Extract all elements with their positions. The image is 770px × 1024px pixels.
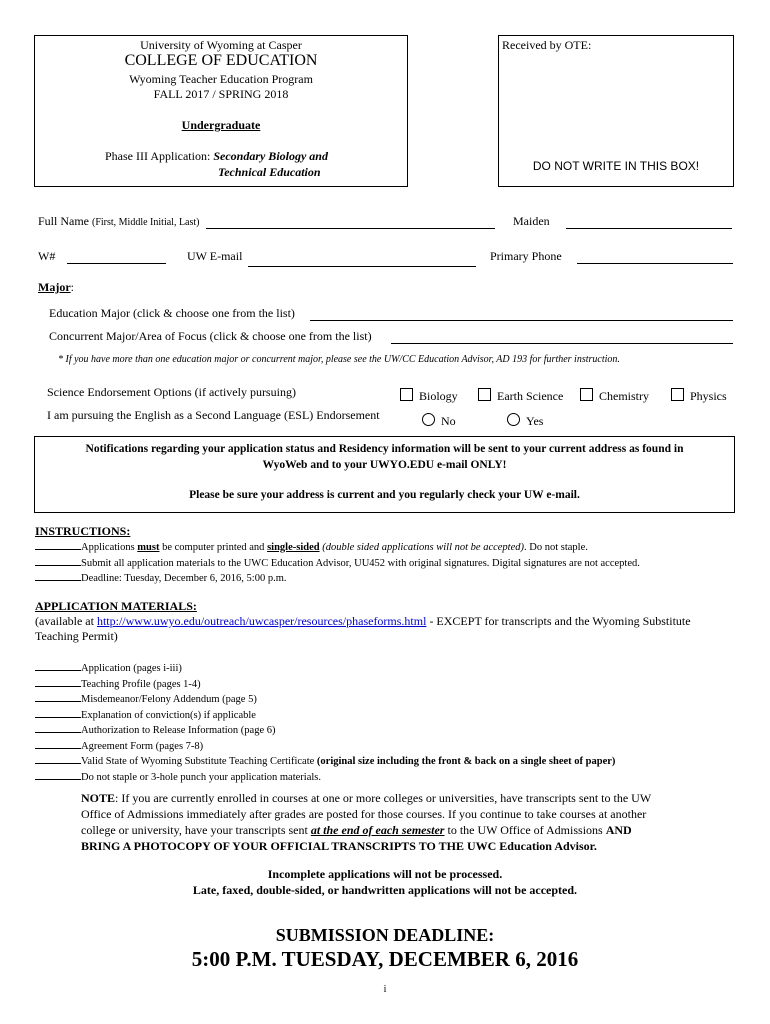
maiden-label: Maiden — [513, 214, 550, 228]
email-label: UW E-mail — [187, 249, 243, 263]
biology-label: Biology — [419, 389, 458, 403]
education-major-label: Education Major (click & choose one from the list) — [49, 306, 295, 320]
esl-option-yes[interactable] — [507, 413, 543, 429]
material-item — [35, 692, 615, 708]
biology-checkbox[interactable] — [400, 388, 413, 401]
program-name: Wyoming Teacher Education Program — [129, 72, 313, 86]
notice-line1: Notifications regarding your application status and Residency information will be sent to your current address as found in — [85, 443, 684, 455]
transcript-note — [81, 790, 651, 854]
header-box — [34, 35, 408, 187]
concurrent-major-select[interactable] — [391, 343, 733, 344]
notification-box — [34, 436, 735, 513]
note-line: BRING A PHOTOCOPY OF YOUR OFFICIAL TRANSCRIPTS TO THE UWC Education Advisor. — [81, 839, 597, 853]
deadline-datetime: 5:00 P.M. TUESDAY, DECEMBER 6, 2016 — [191, 947, 579, 971]
instruction-item — [35, 571, 640, 587]
concurrent-major-label: Concurrent Major/Area of Focus (click & choose one from the list) — [49, 329, 372, 343]
chemistry-label: Chemistry — [599, 389, 649, 403]
certificate-note: (original size including the front & back on a single sheet of paper) — [316, 756, 616, 767]
esl-no-label: No — [441, 414, 456, 428]
option-biology[interactable] — [400, 388, 458, 404]
education-major-select[interactable] — [310, 320, 733, 321]
note-line: Office of Admissions immediately after grades are posted for those courses. If you continue to take courses at another — [81, 807, 647, 821]
instructions-list — [35, 540, 640, 587]
do-not-write: DO NOT WRITE IN THIS BOX! — [532, 159, 700, 173]
esl-label: I am pursuing the English as a Second Language (ESL) Endorsement — [47, 408, 380, 422]
material-text: Agreement Form (pages 7-8) — [81, 740, 204, 752]
phone-label: Primary Phone — [490, 249, 562, 263]
full-name-hint: (First, Middle Initial, Last) — [92, 217, 200, 228]
option-physics[interactable] — [671, 388, 727, 404]
material-item — [35, 708, 615, 724]
note-emphasis: at the end of each semester — [310, 823, 445, 837]
materials-availability — [35, 614, 691, 629]
instr-italic: (double sided applications will not be accepted) — [322, 542, 524, 553]
material-item — [35, 677, 615, 693]
option-chemistry[interactable] — [580, 388, 649, 404]
physics-checkbox[interactable] — [671, 388, 684, 401]
esl-option-no[interactable] — [422, 413, 456, 429]
instr-text: Deadline: Tuesday, December 6, 2016, 5:00 p.m. — [81, 573, 287, 584]
instr-must: must — [137, 542, 160, 553]
college-name: COLLEGE OF EDUCATION — [124, 52, 318, 69]
office-use-box — [498, 35, 734, 187]
note-text: college or university, have your transcripts sent — [81, 823, 308, 837]
avail-suffix-2: Teaching Permit) — [35, 629, 118, 643]
material-text: Do not staple or 3-hole punch your application materials. — [81, 771, 321, 783]
major-heading-text: Major — [38, 280, 71, 294]
phase-title-2: Technical Education — [218, 165, 321, 179]
instr-text: Submit all application materials to the UWC Education Advisor, UU452 with original signatures. Digital signatures are not accepted. — [81, 557, 640, 569]
material-item — [35, 661, 615, 677]
major-heading: Major: — [38, 280, 74, 294]
material-text: Teaching Profile (pages 1-4) — [81, 678, 201, 690]
material-text: Explanation of conviction(s) if applicable — [81, 709, 256, 721]
earth-science-checkbox[interactable] — [478, 388, 491, 401]
esl-yes-radio[interactable] — [507, 413, 520, 426]
email-field[interactable] — [248, 266, 476, 267]
note-text: : If you are currently enrolled in courses at one or more colleges or universities, have transcripts sent to the UW — [115, 791, 652, 805]
instruction-item — [35, 540, 640, 556]
material-item — [35, 754, 615, 770]
note-line — [81, 790, 651, 806]
instruction-item — [35, 556, 640, 572]
phase-title: Secondary Biology and — [213, 149, 328, 163]
chemistry-checkbox[interactable] — [580, 388, 593, 401]
materials-heading: APPLICATION MATERIALS: — [35, 599, 197, 613]
material-text: Misdemeanor/Felony Addendum (page 5) — [81, 694, 257, 705]
earth-science-label: Earth Science — [497, 389, 564, 403]
deadline-heading: SUBMISSION DEADLINE: — [275, 925, 495, 945]
esl-no-radio[interactable] — [422, 413, 435, 426]
term: FALL 2017 / SPRING 2018 — [153, 87, 289, 101]
phase-line — [105, 149, 328, 164]
material-text: Valid State of Wyoming Substitute Teaching Certificate — [81, 756, 315, 767]
instr-text: Applications — [81, 542, 135, 553]
phaseforms-link[interactable]: http://www.uwyo.edu/outreach/uwcasper/resources/phaseforms.html — [96, 614, 427, 628]
instr-text: . Do not staple. — [524, 542, 588, 553]
phone-field[interactable] — [577, 263, 733, 264]
instr-text: be computer printed and — [162, 542, 265, 553]
major-note: * If you have more than one education major or concurrent major, please see the UW/CC Education Advisor, AD 193 for further instruction. — [58, 354, 620, 365]
maiden-field[interactable] — [566, 228, 732, 229]
material-item — [35, 739, 615, 755]
full-name-field[interactable] — [206, 228, 495, 229]
avail-prefix: (available at — [35, 614, 94, 628]
notice-line3: Please be sure your address is current and you regularly check your UW e-mail. — [189, 489, 580, 501]
material-text: Authorization to Release Information (page 6) — [81, 725, 276, 736]
esl-yes-label: Yes — [526, 414, 544, 428]
materials-list — [35, 661, 615, 785]
instr-single-sided: single-sided — [267, 542, 320, 553]
full-name-label — [38, 214, 200, 229]
w-number-field[interactable] — [67, 263, 166, 264]
material-item — [35, 770, 615, 786]
full-name-text: Full Name — [38, 214, 89, 228]
instructions-heading: INSTRUCTIONS: — [35, 524, 131, 538]
phase-prefix: Phase III Application: — [105, 149, 211, 163]
received-label: Received by OTE: — [502, 38, 592, 52]
w-number-label: W# — [38, 249, 56, 263]
page-number: i — [383, 984, 387, 995]
avail-suffix: - EXCEPT for transcripts and the Wyoming Substitute — [429, 614, 691, 628]
note-and: AND — [605, 823, 632, 837]
late-warning: Late, faxed, double-sided, or handwritten applications will not be accepted. — [192, 883, 578, 897]
material-item — [35, 723, 615, 739]
level: Undergraduate — [181, 118, 261, 132]
note-text: to the UW Office of Admissions — [447, 823, 603, 837]
science-endorsement-label: Science Endorsement Options (if actively pursuing) — [47, 385, 296, 399]
material-text: Application (pages i-iii) — [81, 663, 182, 674]
note-line — [81, 822, 651, 838]
option-earth-science[interactable] — [478, 388, 563, 404]
note-label: NOTE — [81, 791, 116, 805]
university-name: University of Wyoming at Casper — [140, 38, 302, 52]
incomplete-warning: Incomplete applications will not be processed. — [267, 867, 503, 881]
notice-line2: WyoWeb and to your UWYO.EDU e-mail ONLY! — [262, 459, 507, 471]
physics-label: Physics — [690, 389, 727, 403]
